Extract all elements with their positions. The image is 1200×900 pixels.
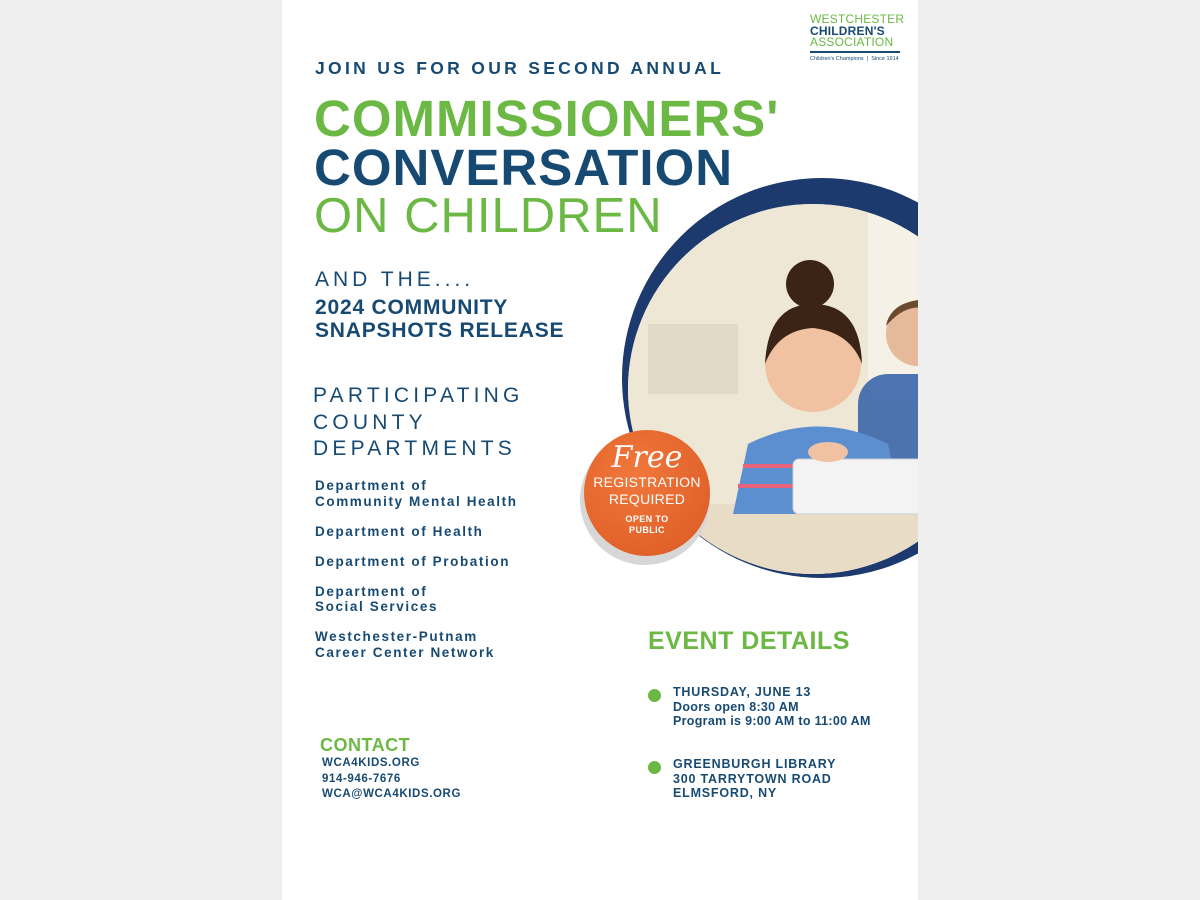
snapshots-release [315,296,564,342]
wca-logo [810,14,910,70]
logo-line-3: ASSOCIATION [810,35,894,49]
badge-open-line-1: OPEN TO [625,514,669,524]
title-line-1: COMMISSIONERS' [314,90,780,147]
participating-line-1: PARTICIPATING [313,384,524,407]
event-where-line: ELMSFORD, NY [673,786,778,800]
badge-open-line-2: PUBLIC [629,525,665,535]
logo-tagline-right: Since 1914 [871,55,899,62]
event-where-line: GREENBURGH LIBRARY [673,757,837,771]
release-line-1: 2024 COMMUNITY [315,296,509,319]
bullet-dot [648,761,661,774]
badge-reg-line-2: REQUIRED [608,491,686,507]
department-item: Department of Probation [315,553,511,569]
contact-website: WCA4KIDS.ORG [322,757,420,769]
contact-email: WCA@WCA4KIDS.ORG [322,788,462,800]
department-item: Department of Community Mental Health [315,478,518,509]
participating-line-2: COUNTY [313,410,427,434]
contact-phone: 914-946-7676 [322,772,401,785]
department-item: Department of Social Services [315,583,439,614]
department-list [315,478,518,675]
participating-line-3: DEPARTMENTS [313,437,516,460]
event-where-line: 300 TARRYTOWN ROAD [673,771,832,786]
title-line-3: ON CHILDREN [314,189,663,243]
event-when-line: THURSDAY, JUNE 13 [673,685,812,699]
event-when-line: Doors open 8:30 AM [673,699,799,714]
release-line-2: SNAPSHOTS RELEASE [315,319,565,342]
kicker-text: JOIN US FOR OUR SECOND ANNUAL [315,58,725,78]
badge-reg-line-1: REGISTRATION [593,474,701,490]
contact-info [322,756,461,803]
and-the-text: AND THE.... [315,268,475,291]
department-item: Department of Health [315,523,484,539]
event-details-heading: EVENT DETAILS [648,627,850,655]
logo-tagline-left: Children's Champions [810,55,864,62]
badge-free: Free [611,440,683,475]
logo-line-1: WESTCHESTER [810,12,905,26]
event-where-lines [673,757,913,801]
logo-rule [810,51,900,53]
participating-heading [313,383,524,463]
free-registration-badge [584,430,710,556]
event-when-lines [673,685,913,729]
title-line-2: CONVERSATION [314,139,734,196]
bullet-dot [648,689,661,702]
department-item: Westchester-Putnam Career Center Network [315,629,495,660]
logo-tagline: Children's Champions | Since 1914 [810,55,899,62]
contact-heading: CONTACT [320,735,411,755]
event-when-line: Program is 9:00 AM to 11:00 AM [673,714,871,728]
logo-line-2: CHILDREN'S [810,23,885,38]
event-flyer [282,0,918,900]
